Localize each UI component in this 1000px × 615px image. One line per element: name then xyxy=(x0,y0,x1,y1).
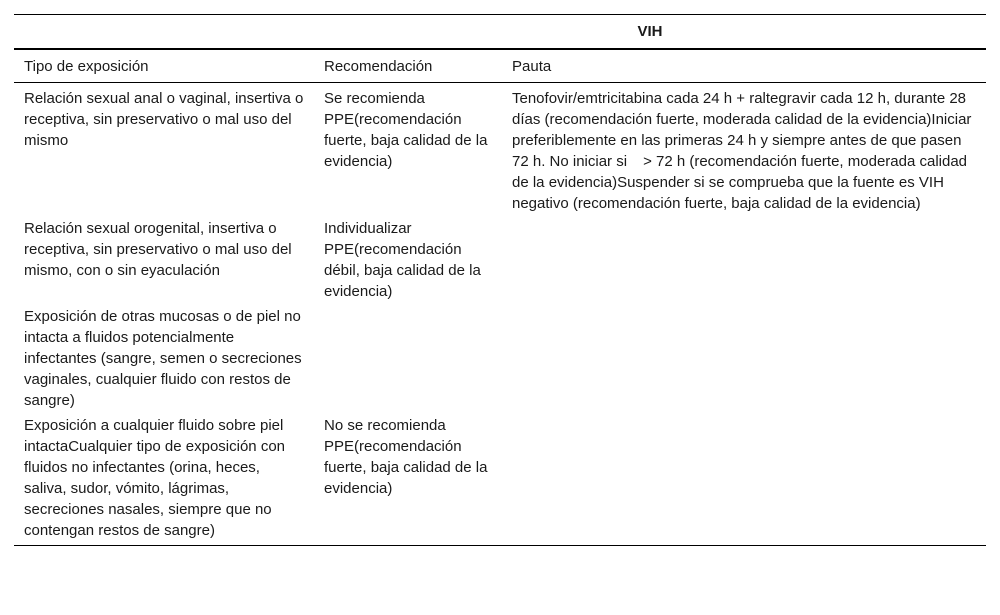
cell-recomendacion: Individualizar PPE(recomendación débil, baja calidad de la evidencia) xyxy=(324,220,481,300)
table-row xyxy=(14,413,986,546)
table-row xyxy=(14,304,986,413)
pauta-text-part1: Tenofovir/emtricitabina cada 24 h + raltegravir cada 12 h, durante 28 días (recomendación fuerte, moderada calidad de la evidencia)Iniciar preferiblemente en las primeras 24 h y siempre antes de que pasen 72 h. No iniciar si xyxy=(512,90,972,170)
column-header-tipo: Tipo de exposición xyxy=(24,57,149,75)
header-spacer xyxy=(14,15,314,50)
group-header-vih: VIH xyxy=(637,23,663,40)
cell-recomendacion-empty xyxy=(314,304,502,413)
pauta-text-part2: > 72 h (recomendación fuerte, moderada calidad de la evidencia)Suspender si se comprueba que la fuente es VIH negativo (recomendación fuerte, baja calidad de la evidencia) xyxy=(512,153,968,212)
cell-pauta-empty xyxy=(502,413,986,546)
cell-tipo: Exposición a cualquier fluido sobre piel intactaCualquier tipo de exposición con fluidos no infectantes (orina, heces, saliva, sudor, vómito, lágrimas, secreciones nasales, siempre que no contengan restos de sangre) xyxy=(24,417,285,539)
cell-pauta xyxy=(502,83,986,217)
vih-table xyxy=(14,14,986,546)
column-header-pauta: Pauta xyxy=(512,57,552,75)
cell-recomendacion: Se recomienda PPE(recomendación fuerte, baja calidad de la evidencia) xyxy=(324,90,488,170)
cell-tipo: Relación sexual anal o vaginal, insertiva o receptiva, sin preservativo o mal uso del mismo xyxy=(24,90,304,149)
cell-recomendacion: No se recomienda PPE(recomendación fuerte, baja calidad de la evidencia) xyxy=(324,417,488,497)
table-row xyxy=(14,216,986,304)
column-header-recomendacion: Recomendación xyxy=(324,57,433,75)
cell-tipo: Exposición de otras mucosas o de piel no intacta a fluidos potencialmente infectantes (sangre, semen o secreciones vaginales, cualquier fluido con restos de sangre) xyxy=(24,308,302,409)
cell-pauta-empty xyxy=(502,216,986,304)
cell-tipo: Relación sexual orogenital, insertiva o receptiva, sin preservativo o mal uso del mismo, con o sin eyaculación xyxy=(24,220,292,279)
cell-pauta-empty xyxy=(502,304,986,413)
table-row xyxy=(14,83,986,217)
